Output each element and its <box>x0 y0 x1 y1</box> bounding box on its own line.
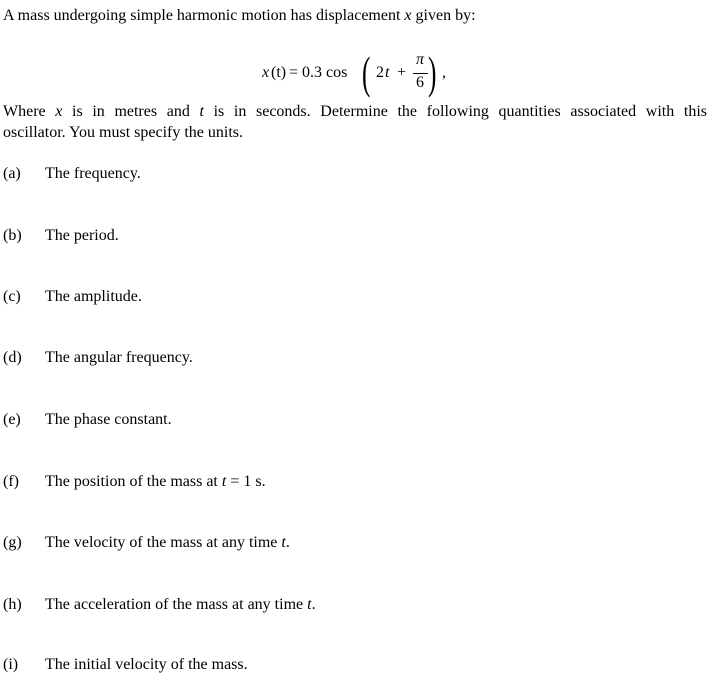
eq-lhs-arg: (t) <box>271 64 287 81</box>
question-text <box>45 533 290 553</box>
question-h <box>3 595 316 615</box>
question-b <box>3 226 119 246</box>
intro-line <box>3 6 476 26</box>
question-text-main: The acceleration of the mass at any time <box>45 596 308 613</box>
units-note-var-x: x <box>55 103 63 120</box>
question-e <box>3 410 172 430</box>
eq-right-paren: ) <box>428 47 437 98</box>
eq-left-paren: ( <box>362 47 371 98</box>
question-f <box>3 472 266 492</box>
units-note-seconds: is in seconds. Determine the following quantities associated with this <box>203 103 707 120</box>
question-text: The phase constant. <box>45 411 172 428</box>
question-var-t: t <box>307 596 312 613</box>
question-text <box>45 472 266 492</box>
units-note-metres: is in metres and <box>62 103 200 120</box>
question-text-suffix: . <box>285 534 290 551</box>
question-i <box>3 655 248 675</box>
question-c <box>3 287 142 307</box>
intro-text-after: given by: <box>411 7 476 24</box>
eq-inner-coef: 2 <box>376 64 384 81</box>
intro-text-before: A mass undergoing simple harmonic motion has displacement <box>3 7 405 24</box>
units-note-line1 <box>3 101 707 122</box>
question-var-t: t <box>281 534 286 551</box>
question-label: (e) <box>3 411 21 428</box>
units-note-line2: oscillator. You must specify the units. <box>3 124 243 141</box>
question-label: (h) <box>3 596 22 613</box>
units-note <box>3 101 707 143</box>
question-text: The amplitude. <box>45 288 142 305</box>
question-label: (g) <box>3 534 22 551</box>
question-d <box>3 348 193 368</box>
eq-plus: + <box>397 64 407 81</box>
question-label: (i) <box>3 656 19 673</box>
eq-numerator: π <box>416 51 425 68</box>
eq-inner-var: t <box>385 64 390 81</box>
eq-trailing-comma: , <box>442 64 446 81</box>
question-a <box>3 164 141 184</box>
units-note-where: Where <box>3 103 56 120</box>
question-text: The angular frequency. <box>45 349 193 366</box>
question-text <box>45 595 316 615</box>
question-label: (f) <box>3 473 19 490</box>
question-label: (d) <box>3 349 22 366</box>
question-text-main: The position of the mass at <box>45 473 222 490</box>
question-var-t: t <box>221 473 227 490</box>
question-label: (a) <box>3 165 21 182</box>
eq-denominator: 6 <box>416 74 424 91</box>
question-g <box>3 533 290 553</box>
intro-var-x: x <box>404 7 412 24</box>
question-text: The period. <box>45 227 119 244</box>
question-label: (c) <box>3 288 21 305</box>
question-text: The frequency. <box>45 165 141 182</box>
units-note-var-t: t <box>199 103 204 120</box>
question-text-suffix: = 1 s. <box>226 473 266 490</box>
question-label: (b) <box>3 227 22 244</box>
question-text-suffix: . <box>311 596 316 613</box>
eq-lhs-x: x <box>262 64 270 81</box>
question-text-main: The velocity of the mass at any time <box>45 534 282 551</box>
eq-equals-amplitude-cos: = 0.3 cos <box>289 64 348 81</box>
question-text: The initial velocity of the mass. <box>45 656 248 673</box>
